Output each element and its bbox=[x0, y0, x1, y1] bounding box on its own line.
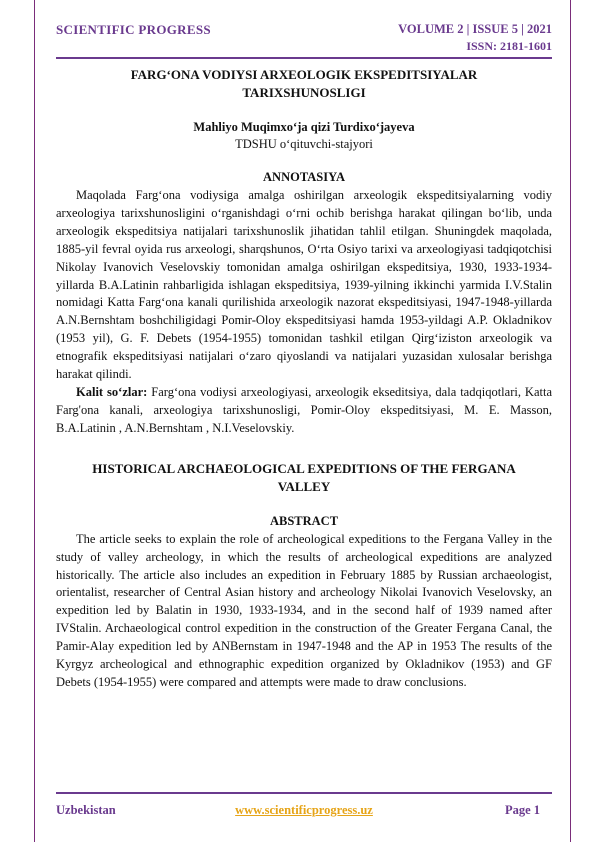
keywords-label: Kalit so‘zlar: bbox=[76, 384, 148, 399]
page-number: Page 1 bbox=[504, 803, 540, 817]
page-footer bbox=[56, 803, 552, 821]
title-en-line-1: HISTORICAL ARCHAEOLOGICAL EXPEDITIONS OF THE FERGANA bbox=[92, 460, 516, 476]
article-body bbox=[56, 66, 552, 692]
journal-name: SCIENTIFIC PROGRESS bbox=[56, 22, 211, 37]
title-en-line-2: VALLEY bbox=[277, 478, 331, 494]
annotation-paragraph: Maqolada Farg‘ona vodiysiga amalga oshirilgan arxeologik ekspeditsiyalarning vodiy arxeologiya tarixshunosligini o‘rganishdagi o‘rni ochib berishga harakat qilingan bo‘lib, unda arxeologik ekspeditsiya natijalari tarixshunoslik jihatidan tahlil etilgan. Shuningdek maqolada, 1885-yil fevral oyida rus arxeologi, sharqshunos, O‘rta Osiyo tarixi va arxeologiyasi tadqiqotchisi Nikolay Ivanovich Veselovskiy tomonidan amalga oshirilgan ekspeditsiya, 1930, 1933-1934-yillarda B.A.Latinin rahbarligida ishlagan ekspeditsiya, 1939-yilning ikkinchi yarmida I.V.Stalin nomidagi Katta Farg‘ona kanali qurilishida arxeologik nazorat ekspeditsiyasi, 1947-1948-yillarda A.N.Bernshtam boshchiligidagi Pomir-Oloy ekspeditsiyasi hamda 1953-yildagi A.P. Okladnikov (1953 yil), G. F. Debets (1954-1955) tomonidan tashkil etilgan Qirg‘iziston arxeologik va etnografik ekspeditsiyasi natijalari o‘zaro qiyoslandi va natijalari yuzasidan xulosalar berishga harakat qilindi. bbox=[56, 188, 552, 382]
volume-issue: VOLUME 2 | ISSUE 5 | 2021 bbox=[398, 22, 552, 36]
abstract-paragraph: The article seeks to explain the role of archeological expeditions to the Fergana Valley in the study of valley archeology, in which the results of archeological expeditions are analyzed historically. The article also includes an expedition in February 1885 by Russian archaeologist, orientalist, researcher of Central Asian history and archeology Nikolai Ivanovich Veselovsky, an expedition led by Balatin in 1930, 1933-1934, and in the second half of 1939 named after IVStalin. Archaeological control expedition in the construction of the Greater Fergana Canal, the Pamir-Alay expedition led by ANBernstam in 1947-1948 and the AP in 1953 The results of the Kyrgyz archeological and ethnographic expedition organized by Okladnikov (1953) and GF Debets (1954-1955) were compared and attempts were made to draw conclusions. bbox=[56, 531, 552, 689]
title-uz-line-1: FARG‘ONA VODIYSI ARXEOLOGIK EKSPEDITSIYALAR bbox=[130, 67, 478, 82]
article-title-uz bbox=[56, 66, 552, 102]
article-title-en bbox=[56, 460, 552, 496]
page-border-right bbox=[570, 0, 571, 842]
issn: ISSN: 2181-1601 bbox=[466, 39, 552, 53]
footer-country: Uzbekistan bbox=[56, 803, 116, 817]
footer-website-link[interactable]: www.scientificprogress.uz bbox=[235, 803, 373, 817]
keywords-paragraph bbox=[56, 384, 552, 438]
author-name: Mahliyo Muqimxo‘ja qizi Turdixo‘jayeva bbox=[193, 120, 415, 134]
page-header bbox=[56, 18, 552, 58]
keywords-text: Farg‘ona vodiysi arxeologiyasi, arxeologik ekseditsiya, dala tadqiqotlari, Katta Farg'ona kanali, arxeologiya tarixshunosligi, Pomir-Oloy ekspeditsiyasi, M. E. Masson, B.A.Latinin , A.N.Bernshtam , N.I.Veselovskiy. bbox=[56, 384, 552, 435]
header-divider bbox=[56, 57, 552, 59]
title-uz-line-2: TARIXSHUNOSLIGI bbox=[242, 85, 366, 100]
author-affiliation: TDSHU o‘qituvchi-stajyori bbox=[235, 137, 373, 151]
page-border-left bbox=[34, 0, 35, 842]
annotation-heading: ANNOTASIYA bbox=[263, 170, 345, 184]
footer-divider bbox=[56, 792, 552, 794]
abstract-heading: ABSTRACT bbox=[269, 513, 339, 528]
